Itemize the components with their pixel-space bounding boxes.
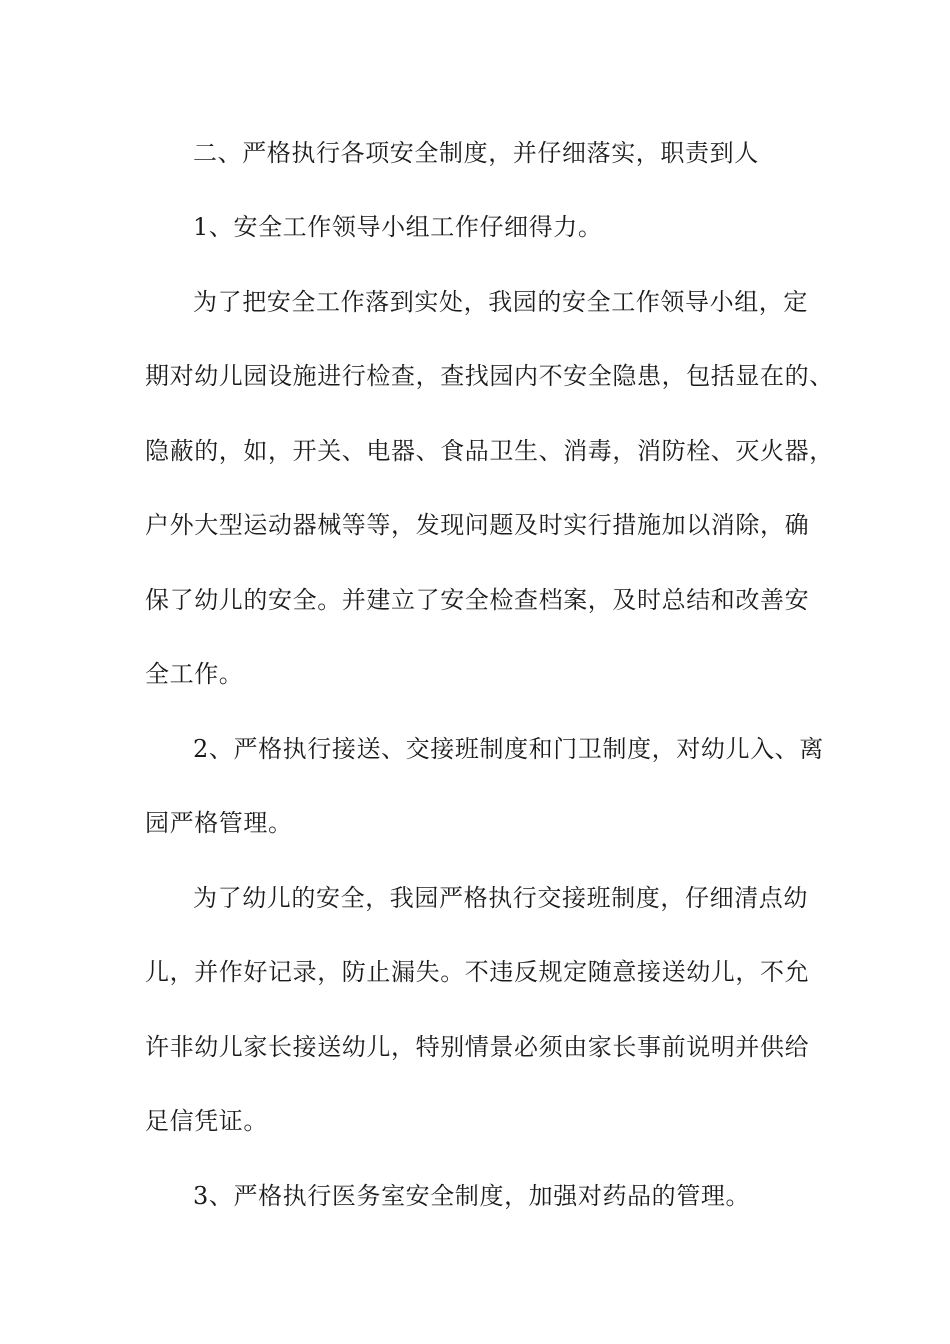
subheading-2-continued: 园严格管理。 xyxy=(145,809,293,837)
paragraph-line: 期对幼儿园设施进行检查，查找园内不安全隐患，包括显在的、 xyxy=(145,362,834,390)
paragraph-line: 为了把安全工作落到实处，我园的安全工作领导小组，定 xyxy=(193,288,808,316)
subheading-2: 2、严格执行接送、交接班制度和门卫制度，对幼儿入、离 xyxy=(193,735,824,763)
paragraph-line: 足信凭证。 xyxy=(145,1107,268,1135)
subheading-1: 1、安全工作领导小组工作仔细得力。 xyxy=(193,213,603,241)
paragraph-line: 儿，并作好记录，防止漏失。不违反规定随意接送幼儿，不允 xyxy=(145,958,810,986)
paragraph-line: 保了幼儿的安全。并建立了安全检查档案，及时总结和改善安 xyxy=(145,586,810,614)
paragraph-line: 全工作。 xyxy=(145,660,244,688)
paragraph-line: 许非幼儿家长接送幼儿，特别情景必须由家长事前说明并供给 xyxy=(145,1033,810,1061)
section-heading: 二、严格执行各项安全制度，并仔细落实，职责到人 xyxy=(193,139,759,167)
subheading-3: 3、严格执行医务室安全制度，加强对药品的管理。 xyxy=(193,1182,751,1210)
paragraph-line: 户外大型运动器械等等，发现问题及时实行措施加以消除，确 xyxy=(145,511,810,539)
paragraph-line: 隐蔽的，如，开关、电器、食品卫生、消毒，消防栓、灭火器， xyxy=(145,437,834,465)
paragraph-line: 为了幼儿的安全，我园严格执行交接班制度，仔细清点幼 xyxy=(193,884,808,912)
